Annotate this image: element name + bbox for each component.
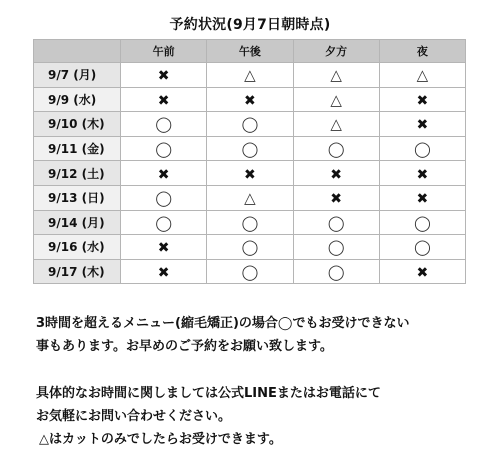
- slot-cell: [121, 112, 207, 137]
- table-row: [34, 63, 466, 88]
- slot-cell: [293, 210, 379, 235]
- circle-icon: ◯: [241, 115, 259, 134]
- row-date: 9/14 (月): [34, 210, 121, 235]
- table-row: [34, 259, 466, 284]
- circle-icon: ◯: [155, 115, 173, 134]
- header-evening: 夕方: [293, 40, 379, 63]
- table-row: [34, 185, 466, 210]
- circle-icon: ◯: [241, 263, 259, 282]
- cross-icon: ✖: [157, 92, 170, 109]
- cross-icon: ✖: [416, 191, 429, 208]
- triangle-icon: △: [330, 66, 342, 85]
- circle-icon: ◯: [155, 213, 173, 232]
- slot-cell: [207, 210, 293, 235]
- table-row: [34, 112, 466, 137]
- cross-icon: ✖: [157, 240, 170, 257]
- slot-cell: [293, 63, 379, 88]
- table-row: [34, 235, 466, 260]
- slot-cell: [121, 161, 207, 186]
- row-date: 9/13 (日): [34, 185, 121, 210]
- note-spacer: [36, 358, 486, 382]
- row-date: 9/7 (月): [34, 63, 121, 88]
- header-night: 夜: [379, 40, 465, 63]
- table-header-row: [34, 40, 466, 63]
- circle-icon: ◯: [413, 213, 431, 232]
- triangle-icon: △: [244, 189, 256, 208]
- slot-cell: [293, 235, 379, 260]
- header-morning: 午前: [121, 40, 207, 63]
- cross-icon: ✖: [157, 265, 170, 282]
- cross-icon: ✖: [330, 191, 342, 208]
- note-line-1: 3時間を超えるメニュー(縮毛矯正)の場合◯でもお受けできない: [36, 316, 410, 331]
- slot-cell: [121, 210, 207, 235]
- slot-cell: [379, 112, 465, 137]
- table-row: [34, 136, 466, 161]
- slot-cell: [207, 87, 293, 112]
- circle-icon: ◯: [155, 140, 173, 159]
- row-date: 9/11 (金): [34, 136, 121, 161]
- circle-icon: ◯: [155, 189, 173, 208]
- row-date: 9/16 (水): [34, 235, 121, 260]
- triangle-icon: △: [416, 66, 429, 85]
- notes: [36, 312, 486, 451]
- slot-cell: [121, 87, 207, 112]
- row-date: 9/9 (水): [34, 87, 121, 112]
- note-line-5: △はカットのみでしたらお受けできます。: [39, 432, 282, 447]
- slot-cell: [379, 136, 465, 161]
- table-row: [34, 87, 466, 112]
- circle-icon: ◯: [327, 238, 345, 257]
- note-line-3: 具体的なお時間に関しましては公式LINEまたはお電話にて: [36, 386, 381, 401]
- cross-icon: ✖: [244, 92, 256, 109]
- triangle-icon: △: [244, 66, 256, 85]
- slot-cell: [207, 136, 293, 161]
- row-date: 9/17 (木): [34, 259, 121, 284]
- slot-cell: [121, 185, 207, 210]
- cross-icon: ✖: [244, 166, 256, 183]
- slot-cell: [379, 63, 465, 88]
- slot-cell: [379, 210, 465, 235]
- circle-icon: ◯: [327, 140, 345, 159]
- slot-cell: [207, 161, 293, 186]
- cross-icon: ✖: [416, 92, 429, 109]
- circle-icon: ◯: [327, 263, 345, 282]
- slot-cell: [121, 63, 207, 88]
- slot-cell: [207, 185, 293, 210]
- reservation-table: [33, 39, 466, 284]
- circle-icon: ◯: [413, 238, 431, 257]
- slot-cell: [121, 259, 207, 284]
- slot-cell: [379, 185, 465, 210]
- circle-icon: ◯: [413, 140, 431, 159]
- slot-cell: [293, 161, 379, 186]
- row-date: 9/10 (木): [34, 112, 121, 137]
- slot-cell: [293, 87, 379, 112]
- note-line-2: 事もあります。お早めのご予約をお願い致します。: [36, 339, 333, 354]
- page-title: 予約状況(9月7日朝時点): [169, 17, 331, 33]
- slot-cell: [207, 112, 293, 137]
- circle-icon: ◯: [327, 213, 345, 232]
- slot-cell: [293, 259, 379, 284]
- cross-icon: ✖: [330, 166, 342, 183]
- cross-icon: ✖: [416, 117, 429, 134]
- triangle-icon: △: [330, 90, 342, 109]
- cross-icon: ✖: [416, 166, 429, 183]
- header-corner: [34, 40, 121, 63]
- slot-cell: [379, 235, 465, 260]
- slot-cell: [207, 63, 293, 88]
- triangle-icon: △: [330, 115, 342, 134]
- cross-icon: ✖: [157, 68, 170, 85]
- row-date: 9/12 (土): [34, 161, 121, 186]
- slot-cell: [379, 161, 465, 186]
- table-row: [34, 161, 466, 186]
- slot-cell: [293, 136, 379, 161]
- note-line-4: お気軽にお問い合わせください。: [36, 409, 232, 424]
- table-body: [34, 63, 466, 284]
- slot-cell: [207, 259, 293, 284]
- circle-icon: ◯: [241, 213, 259, 232]
- circle-icon: ◯: [241, 238, 259, 257]
- header-afternoon: 午後: [207, 40, 293, 63]
- circle-icon: ◯: [241, 140, 259, 159]
- slot-cell: [379, 87, 465, 112]
- slot-cell: [293, 112, 379, 137]
- slot-cell: [121, 235, 207, 260]
- cross-icon: ✖: [416, 265, 429, 282]
- slot-cell: [293, 185, 379, 210]
- cross-icon: ✖: [157, 166, 170, 183]
- slot-cell: [379, 259, 465, 284]
- table-row: [34, 210, 466, 235]
- slot-cell: [121, 136, 207, 161]
- slot-cell: [207, 235, 293, 260]
